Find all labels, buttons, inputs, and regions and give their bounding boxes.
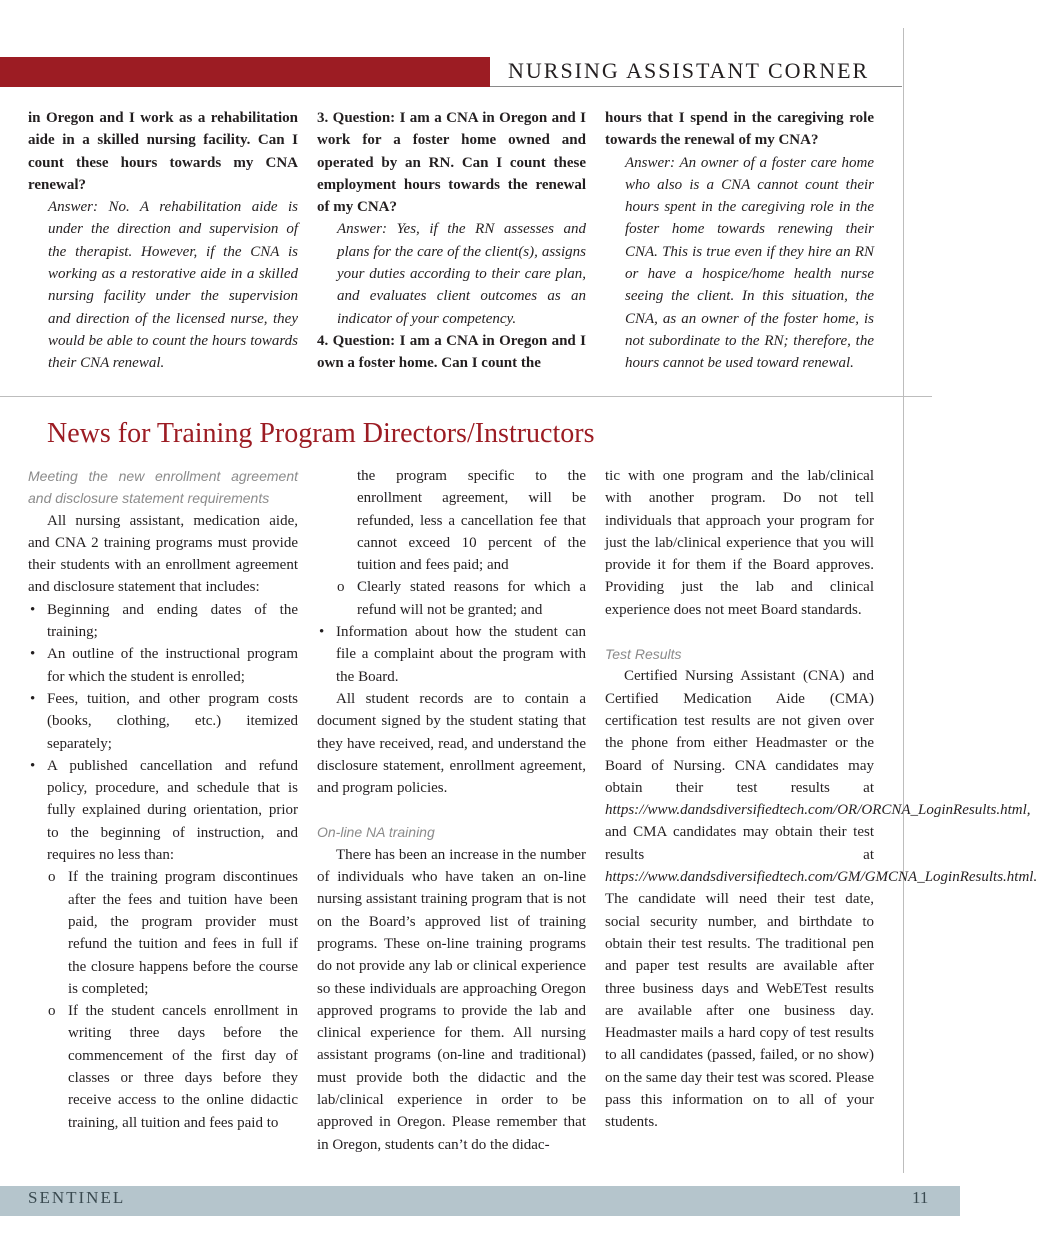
- paragraph: There has been an increase in the number of individuals who have taken an on-line nursing assistant training program that is not on the Board’s approved list of training programs. These on-line training programs do not provide any lab or clinical experience so these individuals are approaching Oregon approved programs to provide the lab and clinical experience for them. All nursing assistant programs (on-line and traditional) must provide both the didactic and the lab/clinical experience in order to be approved in Oregon. Please remember that in Oregon, students can’t do the didac-: [317, 846, 586, 1153]
- top-column-3: [605, 107, 874, 375]
- question-4-cont: hours that I spend in the caregiving role towards the renewal of my CNA?: [605, 110, 874, 149]
- list-item: • Beginning and ending dates of the training;: [28, 599, 298, 644]
- paragraph: All nursing assistant, medication aide, and CNA 2 training programs must provide their students with an enrollment agreement and disclosure statement that includes:: [28, 512, 298, 596]
- requirements-list-cont: [317, 621, 586, 688]
- paragraph: tic with one program and the lab/clinical with another program. Do not tell individuals that approach your program for just the lab/clinical experience that you will provide it for them if the Board approves. Providing just the lab and clinical experience does not meet Board standards.: [605, 468, 874, 618]
- text: and CMA candidates may obtain their test results at: [605, 824, 874, 863]
- section-header-title: NURSING ASSISTANT CORNER: [508, 58, 870, 83]
- spacer: [605, 621, 874, 643]
- subheading-online-training: On-line NA training: [317, 824, 435, 841]
- list-item: o If the training program discontinues after the fees and tuition have been paid, the program provider must refund the tuition and fees in full if the closure happens before the course is completed;: [28, 866, 298, 1000]
- page-number: 11: [912, 1188, 929, 1207]
- list-item: • An outline of the instructional program for which the student is enrolled;: [28, 643, 298, 688]
- question-3: 3. Question: I am a CNA in Oregon and I work for a foster home owned and operated by an RN. Can I count these employment hours towards the renewal of my CNA?: [317, 110, 586, 216]
- paragraph: the program specific to the enrollment agreement, will be refunded, less a cancellation fee that cannot exceed 10 percent of the tuition and fees paid; and: [357, 468, 586, 574]
- subheading-test-results: Test Results: [605, 646, 682, 663]
- footer-bar: [0, 1186, 960, 1216]
- answer-4: Answer: An owner of a foster care home who also is a CNA cannot count their hours spent in the caregiving role in the foster home towards renewing their CNA. This is true even if they hire an RN or have a hospice/home health nurse seeing the client. In this situation, the CNA, as an owner of the foster home, is not subordinate to the RN; therefore, the hours cannot be used toward renewal.: [625, 154, 874, 372]
- list-item: • Fees, tuition, and other program costs (books, clothing, etc.) itemized separately;: [28, 688, 298, 755]
- question-4: 4. Question: I am a CNA in Oregon and I own a foster home. Can I count the: [317, 332, 586, 372]
- subheading-enrollment: Meeting the new enrollment agreement and disclosure statement requirements: [28, 468, 298, 507]
- top-column-2: [317, 107, 586, 375]
- header-rule: [490, 86, 902, 87]
- spacer: [317, 799, 586, 821]
- publication-name: SENTINEL: [28, 1188, 126, 1207]
- cma-results-link[interactable]: https://www.dandsdiversifiedtech.com/GM/GMCNA_LoginResults.html.: [605, 869, 1037, 886]
- paragraph: [605, 665, 1037, 1133]
- answer-3: Answer: Yes, if the RN assesses and plans for the care of the client(s), assigns your duties according to their care plan, and evaluates client outcomes as an indicator of your competency.: [337, 221, 586, 327]
- text: The candidate will need their test date, social security number, and birthdate to obtain their test results. The traditional pen and paper test results are available after three business days and WebETest results are available after one business day. Headmaster mails a hard copy of test results to all candidates (passed, failed, or no show) on the same day their test was scored. Please pass this information on to all of your students.: [605, 891, 874, 1131]
- section-divider: [0, 396, 932, 397]
- bottom-column-2: [317, 465, 586, 1156]
- list-item: • Information about how the student can file a complaint about the program with the Board.: [317, 621, 586, 688]
- list-item: o If the student cancels enrollment in writing three days before the commencement of the first day of classes or three days before they receive access to the online didactic training, all tuition and fees paid to: [28, 1000, 298, 1134]
- right-margin-rule: [903, 28, 904, 1173]
- header-red-bar: [0, 57, 490, 87]
- section-title: News for Training Program Directors/Instructors: [47, 418, 595, 449]
- bottom-column-1: [28, 465, 298, 1134]
- list-item: o Clearly stated reasons for which a refund will not be granted; and: [317, 576, 586, 621]
- paragraph: All student records are to contain a document signed by the student stating that they have received, read, and understand the disclosure statement, enrollment agreement, and program policies.: [317, 690, 586, 797]
- requirements-list: [28, 599, 298, 867]
- refund-sublist-cont: [317, 576, 586, 621]
- refund-sublist: [28, 866, 298, 1134]
- top-column-1: [28, 107, 298, 375]
- text: Certified Nursing Assistant (CNA) and Certified Medication Aide (CMA) certification test results are not given over the phone from either Headmaster or the Board of Nursing. CNA candidates may obtain their test results at: [605, 668, 874, 796]
- question-text: in Oregon and I work as a rehabilitation aide in a skilled nursing facility. Can I count these hours towards my CNA renewal?: [28, 110, 298, 193]
- cna-results-link[interactable]: https://www.dandsdiversifiedtech.com/OR/ORCNA_LoginResults.html,: [605, 802, 1031, 819]
- list-item: • A published cancellation and refund policy, procedure, and schedule that is fully explained during orientation, prior to the beginning of instruction, and requires no less than:: [28, 755, 298, 866]
- answer-text: Answer: No. A rehabilitation aide is under the direction and supervision of the therapist. However, if the CNA is working as a restorative aide in a skilled nursing facility under the supervision and direction of the licensed nurse, they would be able to count the hours towards their CNA renewal.: [48, 199, 298, 372]
- bottom-column-3: [605, 465, 1037, 1134]
